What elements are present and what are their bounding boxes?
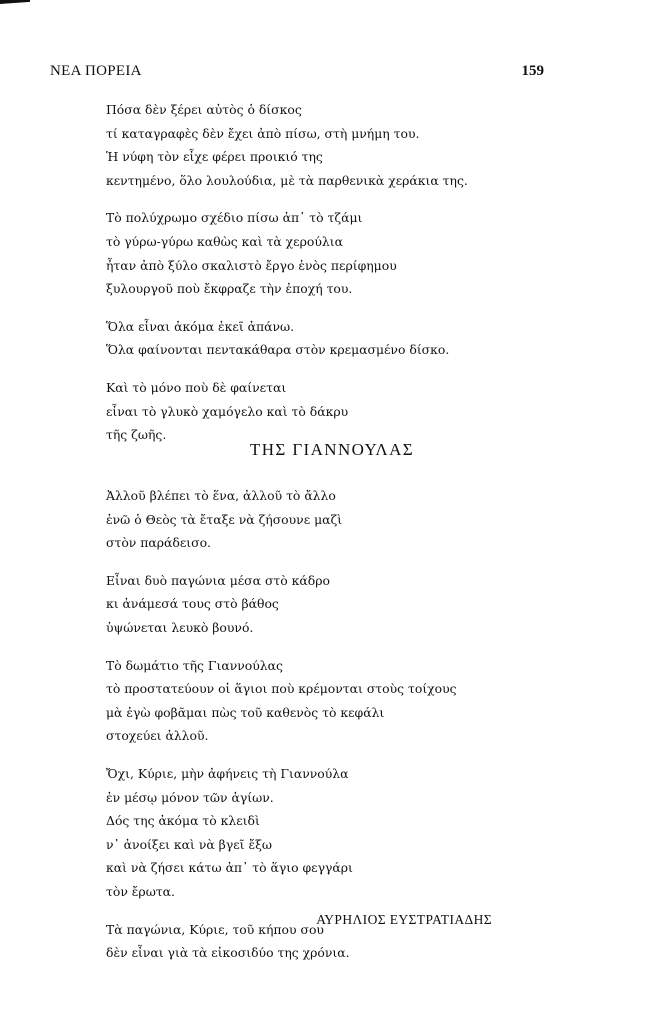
poem-one [106, 98, 506, 461]
stanza [106, 98, 506, 192]
verse-line: ἦταν ἀπὸ ξύλο σκαλιστὸ ἔργο ἑνὸς περίφημου [106, 257, 397, 273]
verse-line: στοχεύει ἀλλοῦ. [106, 728, 209, 744]
verse-line: ξυλουργοῦ ποὺ ἔκφραζε τὴν ἐποχή του. [106, 281, 353, 297]
verse-line: Πόσα δὲν ξέρει αὐτὸς ὁ δίσκος [106, 102, 302, 117]
verse-line: κεντημένο, ὅλο λουλούδια, μὲ τὰ παρθενικὰ χεράκια της. [106, 172, 468, 188]
verse-line: τὸν ἔρωτα. [106, 883, 175, 899]
verse-line: τὸ γύρω-γύρω καθὼς καὶ τὰ χερούλια [106, 233, 343, 249]
verse-line: τῆς ζωῆς. [106, 427, 167, 443]
poem-two [106, 484, 506, 979]
stanza [106, 569, 506, 640]
verse-line: ὑψώνεται λευκὸ βουνό. [106, 619, 254, 635]
verse-line: Τὸ πολύχρωμο σχέδιο πίσω ἀπ᾿ τὸ τζάμι [106, 210, 363, 226]
verse-line: Ἀλλοῦ βλέπει τὸ ἕνα, ἀλλοῦ τὸ ἄλλο [106, 488, 336, 503]
verse-line: τί καταγραφὲς δὲν ἔχει ἀπὸ πίσω, στὴ μνήμη του. [106, 125, 420, 141]
stanza [106, 762, 506, 904]
scan-corner-mark [0, 0, 30, 4]
verse-line: εἶναι τὸ γλυκὸ χαμόγελο καὶ τὸ δάκρυ [106, 403, 349, 419]
running-head [50, 63, 544, 83]
verse-line: κι ἀνάμεσά τους στὸ βάθος [106, 596, 279, 612]
verse-line: Ὄχι, Κύριε, μὴν ἀφήνεις τὴ Γιαννούλα [106, 765, 349, 781]
verse-line: ἐνῶ ὁ Θεὸς τὰ ἔταξε νὰ ζήσουνε μαζὶ [106, 511, 343, 527]
verse-line: ν᾿ ἀνοίξει καὶ νὰ βγεῖ ἔξω [106, 836, 273, 852]
verse-line: Ὅλα φαίνονται πεντακάθαρα στὸν κρεμασμένο δίσκο. [106, 342, 450, 358]
verse-line: δὲν εἶναι γιὰ τὰ εἰκοσιδύο της χρόνια. [106, 945, 350, 961]
journal-title: ΝΕΑ ΠΟΡΕΙΑ [50, 63, 142, 79]
stanza [106, 206, 506, 300]
verse-line: ἐν μέσῳ μόνον τῶν ἁγίων. [106, 789, 274, 805]
author-signature: ΑΥΡΗΛΙΟΣ ΕΥΣΤΡΑΤΙΑΔΗΣ [316, 912, 492, 927]
stanza [106, 654, 506, 748]
verse-line: Τὸ δωμάτιο τῆς Γιαννούλας [106, 657, 283, 673]
verse-line: Ἡ νύφη τὸν εἶχε φέρει προικιό της [106, 149, 323, 165]
verse-line: τὸ προστατεύουν οἱ ἅγιοι ποὺ κρέμονται στοὺς τοίχους [106, 681, 457, 697]
verse-line: καὶ νὰ ζήσει κάτω ἀπ᾿ τὸ ἅγιο φεγγάρι [106, 860, 353, 876]
verse-line: Δός της ἀκόμα τὸ κλειδὶ [106, 813, 260, 829]
verse-line: Ὅλα εἶναι ἀκόμα ἐκεῖ ἀπάνω. [106, 318, 295, 334]
stanza [106, 315, 506, 362]
verse-line: μὰ ἐγὼ φοβᾶμαι πὼς τοῦ καθενὸς τὸ κεφάλι [106, 704, 385, 720]
stanza [106, 484, 506, 555]
verse-line: Τὰ παγώνια, Κύριε, τοῦ κήπου σου [106, 921, 324, 937]
page-number: 159 [521, 63, 544, 79]
verse-line: Εἶναι δυὸ παγώνια μέσα στὸ κάδρο [106, 572, 330, 588]
verse-line: στὸν παράδεισο. [106, 535, 211, 551]
poem-title: ΤΗΣ ΓΙΑΝΝΟΥΛΑΣ [249, 440, 415, 459]
stanza [106, 376, 506, 447]
verse-line: Καὶ τὸ μόνο ποὺ δὲ φαίνεται [106, 379, 287, 395]
